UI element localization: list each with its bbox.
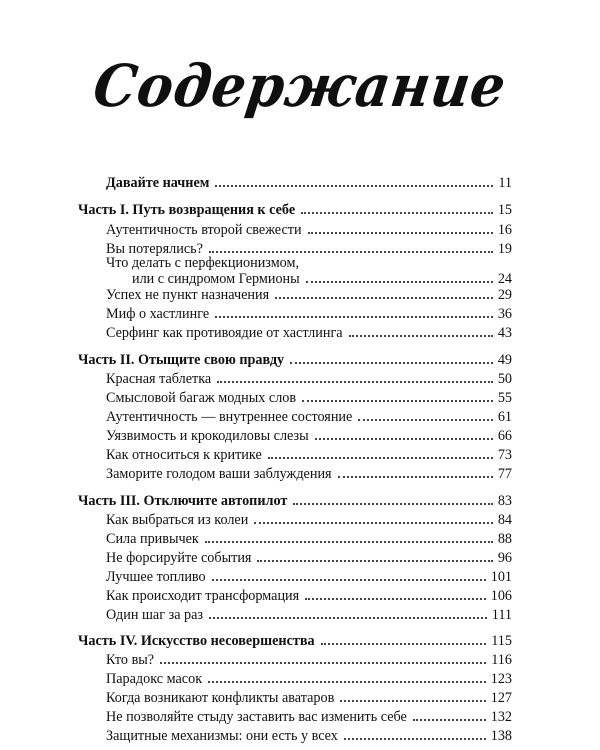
toc-entry[interactable] — [106, 566, 512, 585]
toc-entry[interactable] — [106, 219, 512, 238]
dot-leader — [305, 598, 486, 600]
toc-entry[interactable] — [106, 604, 512, 623]
dot-leader — [315, 438, 493, 440]
dot-leader — [208, 681, 486, 683]
toc-page-number: 11 — [498, 175, 512, 191]
toc-entry-title: Успех не пункт назначения — [106, 287, 270, 303]
toc-entry[interactable] — [106, 706, 512, 725]
toc-entry-title: Когда возникают конфликты аватаров — [106, 690, 335, 706]
toc-entry-title: Один шаг за раз — [106, 607, 204, 623]
dot-leader — [212, 579, 486, 581]
dot-leader — [302, 400, 493, 402]
dot-leader — [215, 316, 493, 318]
toc-entry[interactable] — [106, 322, 512, 341]
toc-page-number: 73 — [497, 447, 512, 463]
dot-leader — [290, 362, 493, 364]
part-title: Часть III. Отключите автопилот — [78, 493, 288, 509]
toc-part-1[interactable] — [78, 199, 512, 218]
toc-entry[interactable] — [106, 463, 512, 482]
part-title: Часть I. Путь возвращения к себе — [78, 202, 296, 218]
toc-page-number: 36 — [497, 306, 512, 322]
toc-entry-title-line2: или с синдромом Гермионы — [132, 271, 300, 287]
toc-page-number: 50 — [497, 371, 512, 387]
toc-entry-title: Как относиться к критике — [106, 447, 262, 463]
dot-leader — [275, 297, 493, 299]
dot-leader — [205, 541, 493, 543]
toc-page-number: 16 — [497, 222, 512, 238]
toc-page-number: 55 — [497, 390, 512, 406]
toc-page-number: 123 — [490, 671, 512, 687]
toc-page-number: 111 — [491, 607, 512, 623]
dot-leader — [215, 185, 493, 187]
dot-leader — [349, 335, 493, 337]
toc-entry-title: Как происходит трансформация — [106, 588, 300, 604]
toc-page-number: 88 — [497, 531, 512, 547]
toc-page-number: 24 — [497, 271, 512, 287]
dot-leader — [293, 503, 492, 505]
dot-leader — [358, 419, 493, 421]
toc-page-number: 66 — [497, 428, 512, 444]
toc-entry[interactable] — [106, 368, 512, 387]
toc-part-4[interactable] — [78, 630, 512, 649]
toc-entry[interactable] — [106, 387, 512, 406]
dot-leader — [308, 232, 493, 234]
dot-leader — [413, 719, 486, 721]
dot-leader — [321, 643, 487, 645]
toc-entry-title: Сила привычек — [106, 531, 199, 547]
toc-entry-title: Защитные механизмы: они есть у всех — [106, 728, 338, 744]
toc-entry-intro[interactable] — [106, 172, 512, 191]
toc-entry-title: Аутентичность второй свежести — [106, 222, 302, 238]
toc-entry-title: Лучшее топливо — [106, 569, 206, 585]
toc-entry-title: Красная таблетка — [106, 371, 212, 387]
toc-page-number: 19 — [497, 241, 512, 257]
toc-page-number: 106 — [490, 588, 512, 604]
toc-entry-title: Смысловой багаж модных слов — [106, 390, 297, 406]
toc-entry-title: Как выбраться из колеи — [106, 512, 249, 528]
toc-entry-title: Аутентичность — внутреннее состояние — [106, 409, 353, 425]
toc-entry-title-line1: Что делать с перфекционизмом, — [106, 255, 300, 271]
dot-leader — [306, 281, 493, 283]
toc-entry[interactable] — [106, 509, 512, 528]
toc-page-number: 116 — [491, 652, 512, 668]
toc-entry[interactable] — [106, 725, 512, 744]
toc-entry[interactable] — [106, 528, 512, 547]
toc-page-number: 115 — [491, 633, 512, 649]
dot-leader — [257, 560, 492, 562]
dot-leader — [209, 617, 487, 619]
toc-entry[interactable] — [106, 284, 512, 303]
toc-entry[interactable] — [106, 547, 512, 566]
dot-leader — [268, 457, 493, 459]
toc-entry-title: Миф о хастлинге — [106, 306, 210, 322]
toc-entry-title: Давайте начнем — [106, 175, 210, 191]
dot-leader — [209, 251, 493, 253]
toc-page-number: 101 — [490, 569, 512, 585]
toc-entry-multiline[interactable] — [106, 255, 512, 287]
toc-entry-title: Не форсируйте события — [106, 550, 252, 566]
dot-leader — [254, 522, 492, 524]
toc-entry[interactable] — [106, 668, 512, 687]
toc-page-number: 127 — [490, 690, 512, 706]
toc-page-number: 83 — [497, 493, 512, 509]
toc-entry-title: Заморите голодом ваши заблуждения — [106, 466, 332, 482]
toc-entry-title: Парадокс масок — [106, 671, 203, 687]
toc-page-number: 96 — [497, 550, 512, 566]
toc-page-number: 84 — [497, 512, 512, 528]
toc-page-number: 61 — [497, 409, 512, 425]
dot-leader — [217, 381, 493, 383]
toc-entry[interactable] — [106, 444, 512, 463]
toc-page-number: 132 — [490, 709, 512, 725]
toc-page-number: 138 — [490, 728, 512, 744]
toc-entry[interactable] — [106, 687, 512, 706]
page-title: Содержание — [89, 52, 511, 120]
dot-leader — [160, 662, 486, 664]
dot-leader — [301, 212, 493, 214]
part-title: Часть IV. Искусство несовершенства — [78, 633, 315, 649]
toc-page-number: 49 — [497, 352, 512, 368]
toc-entry[interactable] — [106, 303, 512, 322]
toc-entry-title: Серфинг как противоядие от хастлинга — [106, 325, 343, 341]
dot-leader — [340, 700, 485, 702]
toc-entry-title: Вы потерялись? — [106, 241, 203, 257]
toc-part-3[interactable] — [78, 490, 512, 509]
toc-entry-title: Кто вы? — [106, 652, 155, 668]
toc-page-number: 77 — [497, 466, 512, 482]
toc-entry[interactable] — [106, 585, 512, 604]
toc-entry-title: Не позволяйте стыду заставить вас изменить себе — [106, 709, 407, 725]
toc-entry[interactable] — [106, 425, 512, 444]
toc-page-number: 43 — [497, 325, 512, 341]
dot-leader — [344, 738, 486, 740]
dot-leader — [338, 476, 493, 478]
toc-entry[interactable] — [106, 649, 512, 668]
toc-page-number: 29 — [497, 287, 512, 303]
toc-entry-title: Уязвимость и крокодиловы слезы — [106, 428, 309, 444]
toc-entry[interactable] — [106, 406, 512, 425]
part-title: Часть II. Отыщите свою правду — [78, 352, 285, 368]
toc-page-number: 15 — [497, 202, 512, 218]
toc-part-2[interactable] — [78, 349, 512, 368]
